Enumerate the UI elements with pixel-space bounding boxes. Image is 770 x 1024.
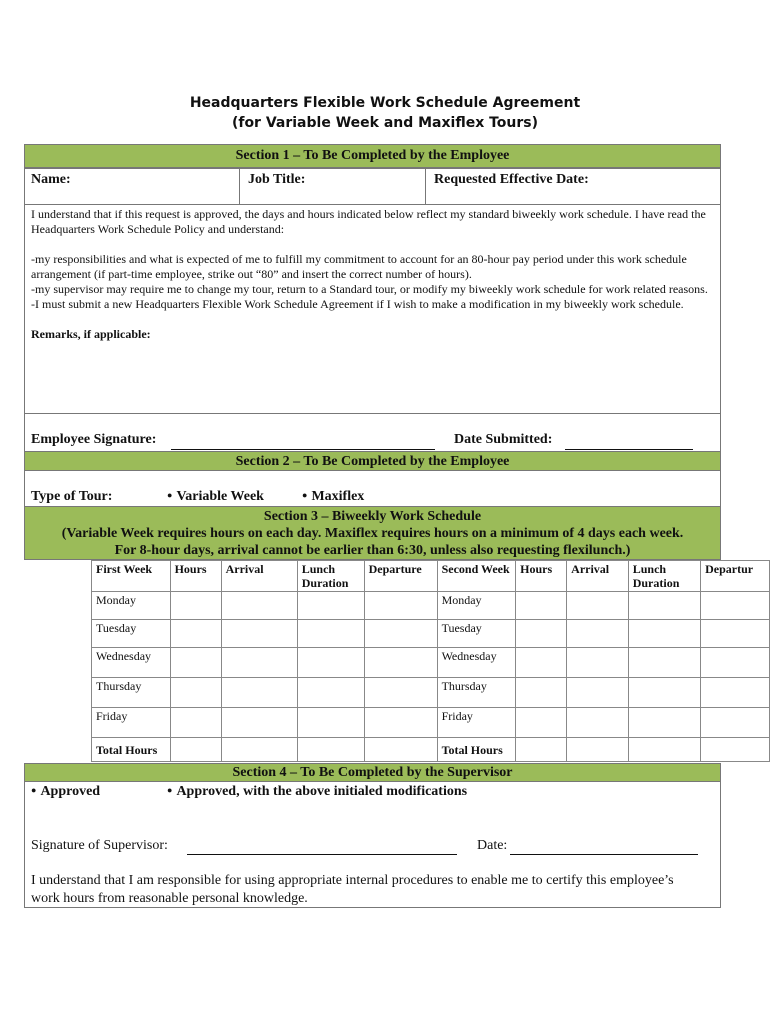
departure-cell[interactable] bbox=[364, 708, 437, 738]
week2-arrival-header: Arrival bbox=[567, 561, 629, 592]
table-row bbox=[92, 592, 770, 620]
title-line-2: (for Variable Week and Maxiflex Tours) bbox=[231, 115, 539, 131]
title-line-1: Headquarters Flexible Work Schedule Agreement bbox=[189, 95, 581, 111]
hours-cell[interactable] bbox=[516, 708, 567, 738]
week2-total-label: Total Hours bbox=[437, 738, 516, 762]
departure-cell[interactable] bbox=[701, 708, 770, 738]
lunch-cell[interactable] bbox=[628, 592, 700, 620]
week1-total-hours-cell[interactable] bbox=[170, 738, 221, 762]
arrival-cell[interactable] bbox=[567, 648, 629, 678]
option-approved-with-modifications[interactable]: ● Approved, with the above initialed modifications bbox=[167, 784, 467, 800]
week1-lunch-header: Lunch Duration bbox=[297, 561, 364, 592]
table-row bbox=[92, 678, 770, 708]
section1-header: Section 1 – To Be Completed by the Employee bbox=[24, 144, 721, 168]
week2-day: Wednesday bbox=[437, 648, 516, 678]
supervisor-signature-line[interactable] bbox=[187, 838, 457, 855]
lunch-cell[interactable] bbox=[297, 592, 364, 620]
name-label: Name: bbox=[31, 172, 71, 187]
lunch-cell[interactable] bbox=[628, 678, 700, 708]
week1-arrival-header: Arrival bbox=[221, 561, 297, 592]
employee-signature-line[interactable] bbox=[171, 433, 435, 450]
remarks-label: Remarks, if applicable: bbox=[31, 327, 151, 341]
week1-total-label: Total Hours bbox=[92, 738, 171, 762]
arrival-cell[interactable] bbox=[221, 592, 297, 620]
option-approved[interactable]: ● Approved bbox=[31, 784, 100, 800]
arrival-cell[interactable] bbox=[221, 620, 297, 648]
hours-cell[interactable] bbox=[516, 592, 567, 620]
effective-date-label: Requested Effective Date: bbox=[434, 172, 589, 187]
departure-cell[interactable] bbox=[701, 678, 770, 708]
week2-departure-header: Departur bbox=[701, 561, 770, 592]
section1-statement-box bbox=[24, 204, 721, 414]
lunch-cell[interactable] bbox=[297, 708, 364, 738]
supervisor-date-label: Date: bbox=[477, 838, 508, 853]
option-variable-week[interactable]: ● Variable Week bbox=[167, 489, 264, 505]
departure-cell[interactable] bbox=[364, 620, 437, 648]
section3-note-2: For 8-hour days, arrival cannot be earlier than 6:30, unless also requesting flexilunch.) bbox=[114, 543, 631, 558]
table-row bbox=[92, 620, 770, 648]
supervisor-date-line[interactable] bbox=[510, 838, 698, 855]
arrival-cell[interactable] bbox=[567, 678, 629, 708]
biweekly-schedule-table bbox=[91, 560, 770, 762]
statement-item-1: -my responsibilities and what is expected of me to fulfill my commitment to account for an 80-hour pay period under this work schedule arrangement (if part-time employee, strike out “80” and insert the correct number of hours). bbox=[31, 252, 687, 281]
arrival-cell[interactable] bbox=[567, 592, 629, 620]
statement-item-3: -I must submit a new Headquarters Flexible Work Schedule Agreement if I wish to make a modification in my biweekly work schedule. bbox=[31, 297, 684, 311]
employee-signature-row bbox=[24, 413, 721, 453]
week1-departure-header: Departure bbox=[364, 561, 437, 592]
week1-day: Friday bbox=[92, 708, 171, 738]
job-title-label: Job Title: bbox=[248, 172, 306, 187]
week2-day: Tuesday bbox=[437, 620, 516, 648]
date-submitted-line[interactable] bbox=[565, 433, 693, 450]
effective-date-field[interactable] bbox=[425, 168, 721, 205]
departure-cell[interactable] bbox=[701, 648, 770, 678]
section3-note-1: (Variable Week requires hours on each day. Maxiflex requires hours on a minimum of 4 days each week. bbox=[61, 526, 684, 541]
week2-day: Friday bbox=[437, 708, 516, 738]
week1-header: First Week bbox=[92, 561, 171, 592]
date-submitted-label: Date Submitted: bbox=[454, 432, 553, 447]
week2-hours-header: Hours bbox=[516, 561, 567, 592]
arrival-cell[interactable] bbox=[567, 708, 629, 738]
lunch-cell[interactable] bbox=[628, 648, 700, 678]
option-maxiflex[interactable]: ● Maxiflex bbox=[302, 489, 364, 505]
week1-hours-header: Hours bbox=[170, 561, 221, 592]
section3-title: Section 3 – Biweekly Work Schedule bbox=[263, 509, 482, 524]
lunch-cell[interactable] bbox=[297, 648, 364, 678]
lunch-cell[interactable] bbox=[297, 678, 364, 708]
departure-cell[interactable] bbox=[364, 592, 437, 620]
departure-cell[interactable] bbox=[701, 620, 770, 648]
week1-day: Thursday bbox=[92, 678, 171, 708]
table-row bbox=[92, 648, 770, 678]
hours-cell[interactable] bbox=[516, 678, 567, 708]
supervisor-section bbox=[24, 781, 721, 908]
hours-cell[interactable] bbox=[170, 648, 221, 678]
statement-item-2: -my supervisor may require me to change my tour, return to a Standard tour, or modify my biweekly work schedule for work related reasons. bbox=[31, 282, 708, 296]
tour-type-row bbox=[24, 470, 721, 507]
hours-cell[interactable] bbox=[170, 678, 221, 708]
supervisor-signature-label: Signature of Supervisor: bbox=[31, 838, 168, 853]
hours-cell[interactable] bbox=[170, 620, 221, 648]
section2-header: Section 2 – To Be Completed by the Employee bbox=[24, 451, 721, 471]
arrival-cell[interactable] bbox=[221, 648, 297, 678]
document-title bbox=[0, 93, 770, 133]
arrival-cell[interactable] bbox=[221, 678, 297, 708]
supervisor-statement: I understand that I am responsible for using appropriate internal procedures to enable me to certify this employee’s work hours from reasonable personal knowledge. bbox=[31, 873, 674, 906]
schedule-header-row bbox=[92, 561, 770, 592]
section3-header bbox=[24, 506, 721, 560]
week1-day: Monday bbox=[92, 592, 171, 620]
departure-cell[interactable] bbox=[364, 678, 437, 708]
table-row bbox=[92, 708, 770, 738]
section4-header: Section 4 – To Be Completed by the Supervisor bbox=[24, 763, 721, 782]
week2-total-hours-cell[interactable] bbox=[516, 738, 567, 762]
arrival-cell[interactable] bbox=[567, 620, 629, 648]
arrival-cell[interactable] bbox=[221, 708, 297, 738]
hours-cell[interactable] bbox=[516, 648, 567, 678]
week2-header: Second Week bbox=[437, 561, 516, 592]
week2-lunch-header: Lunch Duration bbox=[628, 561, 700, 592]
total-hours-row bbox=[92, 738, 770, 762]
hours-cell[interactable] bbox=[516, 620, 567, 648]
statement-text: I understand that if this request is approved, the days and hours indicated below reflect my standard biweekly work schedule. I have read the Headquarters Work Schedule Policy and understand: bbox=[31, 207, 706, 236]
hours-cell[interactable] bbox=[170, 708, 221, 738]
lunch-cell[interactable] bbox=[297, 620, 364, 648]
name-field[interactable] bbox=[24, 168, 240, 205]
departure-cell[interactable] bbox=[701, 592, 770, 620]
week2-day: Monday bbox=[437, 592, 516, 620]
departure-cell[interactable] bbox=[364, 648, 437, 678]
hours-cell[interactable] bbox=[170, 592, 221, 620]
employee-signature-label: Employee Signature: bbox=[31, 432, 157, 447]
week1-day: Tuesday bbox=[92, 620, 171, 648]
job-title-field[interactable] bbox=[239, 168, 426, 205]
type-of-tour-label: Type of Tour: bbox=[31, 489, 113, 504]
week2-day: Thursday bbox=[437, 678, 516, 708]
week1-day: Wednesday bbox=[92, 648, 171, 678]
lunch-cell[interactable] bbox=[628, 708, 700, 738]
lunch-cell[interactable] bbox=[628, 620, 700, 648]
